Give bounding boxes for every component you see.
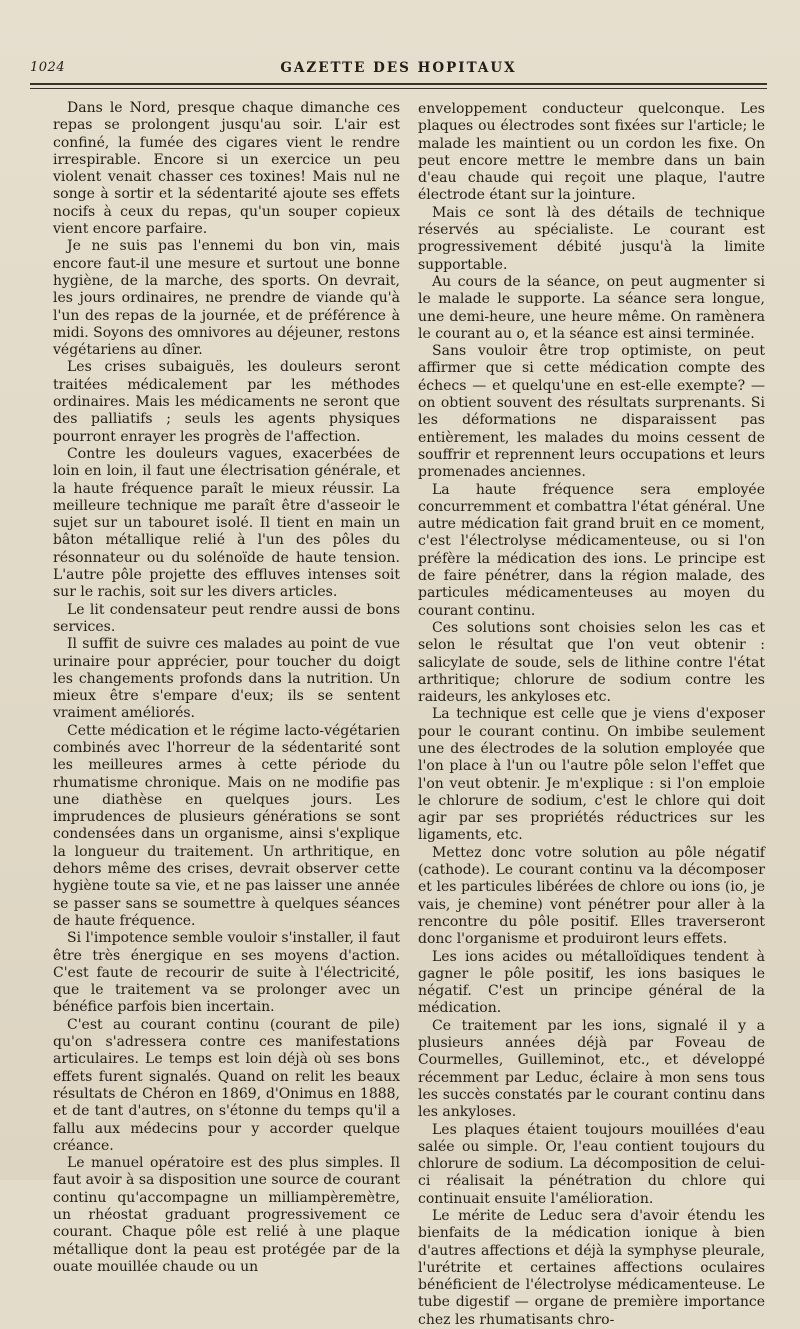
header-rule-thick	[30, 83, 767, 85]
paragraph: Cette médication et le régime lacto-végétarien combinés avec l'horreur de la sédentarité sont les meilleures armes à cette période du rhumatisme chronique. Mais on ne modifie pas une diathèse en quelques jours. Les imprudences de plusieurs générations se sont condensées dans un organisme, ainsi s'explique la longueur du traitement. Un arthritique, en dehors même des crises, devrait observer cette hygiène toute sa vie, et ne pas laisser une année se passer sans se soumettre à quelques séances de haute fréquence.	[53, 722, 400, 929]
paragraph: Si l'impotence semble vouloir s'installer, il faut être très énergique en ses moyens d'action. C'est faute de recourir de suite à l'électricité, que le traitement va se prolonger avec un bénéfice parfois bien incertain.	[53, 930, 400, 1016]
paragraph: Sans vouloir être trop optimiste, on peut affirmer que si cette médication compte des échecs — et quelqu'une en est-elle exempte? — on obtient souvent des résultats surprenants. Si les déformations ne disparaissent pas entièrement, les malades du moins cessent de souffrir et reprennent leurs occupations et leurs promenades anciennes.	[418, 343, 765, 481]
paragraph: Ce traitement par les ions, signalé il y a plusieurs années déjà par Foveau de Courmelles, Guilleminot, etc., et développé récemment par Leduc, éclaire à mon sens tous les succès constatés par le courant continu dans les ankyloses.	[418, 1017, 765, 1121]
paragraph: Les crises subaiguës, les douleurs seront traitées médicalement par les méthodes ordinaires. Mais les médicaments ne seront que des palliatifs ; seuls les agents physiques pourront enrayer les progrès de l'affection.	[53, 359, 400, 445]
paragraph: Le lit condensateur peut rendre aussi de bons services.	[53, 601, 400, 635]
paragraph: Dans le Nord, presque chaque dimanche ces repas se prolongent jusqu'au soir. L'air est confiné, la fumée des cigares vient le rendre irrespirable. Encore si un exercice un peu violent venait chasser ces toxines! Mais nul ne songe à sortir et la sédentarité ajoute ses effets nocifs à ceux du repas, qu'un souper copieux vient encore parfaire.	[53, 100, 400, 238]
right-column	[418, 101, 765, 1328]
paragraph-continuation: enveloppement conducteur quelconque. Les plaques ou électrodes sont fixées sur l'article; le malade les maintient ou un cordon les fixe. On peut encore mettre le membre dans un bain d'eau chaude qui reçoit une plaque, l'autre électrode étant sur la jointure.	[418, 101, 765, 204]
paragraph: Le manuel opératoire est des plus simples. Il faut avoir à sa disposition une source de courant continu qu'accompagne un milliampèremètre, un rhéostat graduant progressivement ce courant. Chaque pôle est relié à une plaque métallique dont la peau est protégée par de la ouate mouillée chaude ou un	[53, 1155, 400, 1275]
paragraph: Il suffit de suivre ces malades au point de vue urinaire pour apprécier, pour toucher du doigt les changements profonds dans la nutrition. Un mieux être s'empare d'eux; ils se sentent vraiment améliorés.	[53, 636, 400, 722]
paragraph: Contre les douleurs vagues, exacerbées de loin en loin, il faut une électrisation générale, et la haute fréquence paraît le mieux réussir. La meilleure technique me paraît être d'asseoir le sujet sur un tabouret isolé. Il tient en main un bâton métallique relié à l'un des pôles du résonnateur ou du solénoïde de haute tension. L'autre pôle projette des effluves intenses soit sur le rachis, soit sur les divers articles.	[53, 445, 400, 601]
header-rule-thin	[30, 88, 767, 89]
paragraph: Les plaques étaient toujours mouillées d'eau salée ou simple. Or, l'eau contient toujours du chlorure de sodium. La décomposition de celui-ci réalisait la pénétration du chlore qui continuait ensuite l'amélioration.	[418, 1121, 765, 1207]
paragraph: Au cours de la séance, on peut augmenter si le malade le supporte. La séance sera longue, une demi-heure, une heure même. On ramènera le courant au o, et la séance est ainsi terminée.	[418, 273, 765, 342]
left-column	[53, 100, 400, 1275]
paragraph: Mettez donc votre solution au pôle négatif (cathode). Le courant continu va la décomposer et les particules libérées de chlore ou ions (io, je vais, je chemine) vont pénétrer pour aller à la rencontre du pôle positif. Elles traverseront donc l'organisme et produiront leurs effets.	[418, 844, 765, 948]
paragraph: La technique est celle que je viens d'exposer pour le courant continu. On imbibe seulement une des électrodes de la solution employée que l'on place à l'un ou l'autre pôle selon l'effet que l'on veut obtenir. Je m'explique : si l'on emploie le chlorure de sodium, c'est le chlore qui doit agir par ses propriétés réductrices sur les ligaments, etc.	[418, 706, 765, 844]
paragraph: La haute fréquence sera employée concurremment et combattra l'état général. Une autre médication fait grand bruit en ce moment, c'est l'électrolyse médicamenteuse, ou si l'on préfère la médication des ions. Le principe est de faire pénétrer, dans la région malade, des particules médicamenteuses au moyen du courant continu.	[418, 481, 765, 619]
paragraph: Je ne suis pas l'ennemi du bon vin, mais encore faut-il une mesure et surtout une bonne hygiène, de la marche, des sports. On devrait, les jours ordinaires, ne prendre de viande qu'à l'un des repas de la journée, et de préférence à midi. Soyons des omnivores au déjeuner, restons végétariens au dîner.	[53, 238, 400, 359]
paragraph: Ces solutions sont choisies selon les cas et selon le résultat que l'on veut obtenir : salicylate de soude, sels de lithine contre l'état arthritique; chlorure de sodium contre les raideurs, les ankyloses etc.	[418, 619, 765, 706]
journal-title: GAZETTE DES HOPITAUX	[280, 60, 517, 76]
page-number: 1024	[30, 60, 66, 75]
paragraph: Mais ce sont là des détails de technique réservés au spécialiste. Le courant est progressivement débité jusqu'à la limite supportable.	[418, 204, 765, 273]
paragraph: Les ions acides ou métalloïdiques tendent à gagner le pôle positif, les ions basiques le négatif. C'est un principe général de la médication.	[418, 948, 765, 1017]
paragraph: C'est au courant continu (courant de pile) qu'on s'adressera contre ces manifestations articulaires. Le temps est loin déjà où ses bons effets furent signalés. Quand on relit les beaux résultats de Chéron en 1869, d'Onimus en 1888, et de tant d'autres, on s'étonne du temps qu'il a fallu aux médecins pour y accorder quelque créance.	[53, 1016, 400, 1154]
paragraph: Le mérite de Leduc sera d'avoir étendu les bienfaits de la médication ionique à bien d'autres affections et déjà la symphyse pleurale, l'urétrite et certaines affections oculaires bénéficient de l'électrolyse médicamenteuse. Le tube digestif — organe de première importance chez les rhumatisants chro-	[418, 1208, 765, 1328]
page-header	[30, 58, 767, 80]
